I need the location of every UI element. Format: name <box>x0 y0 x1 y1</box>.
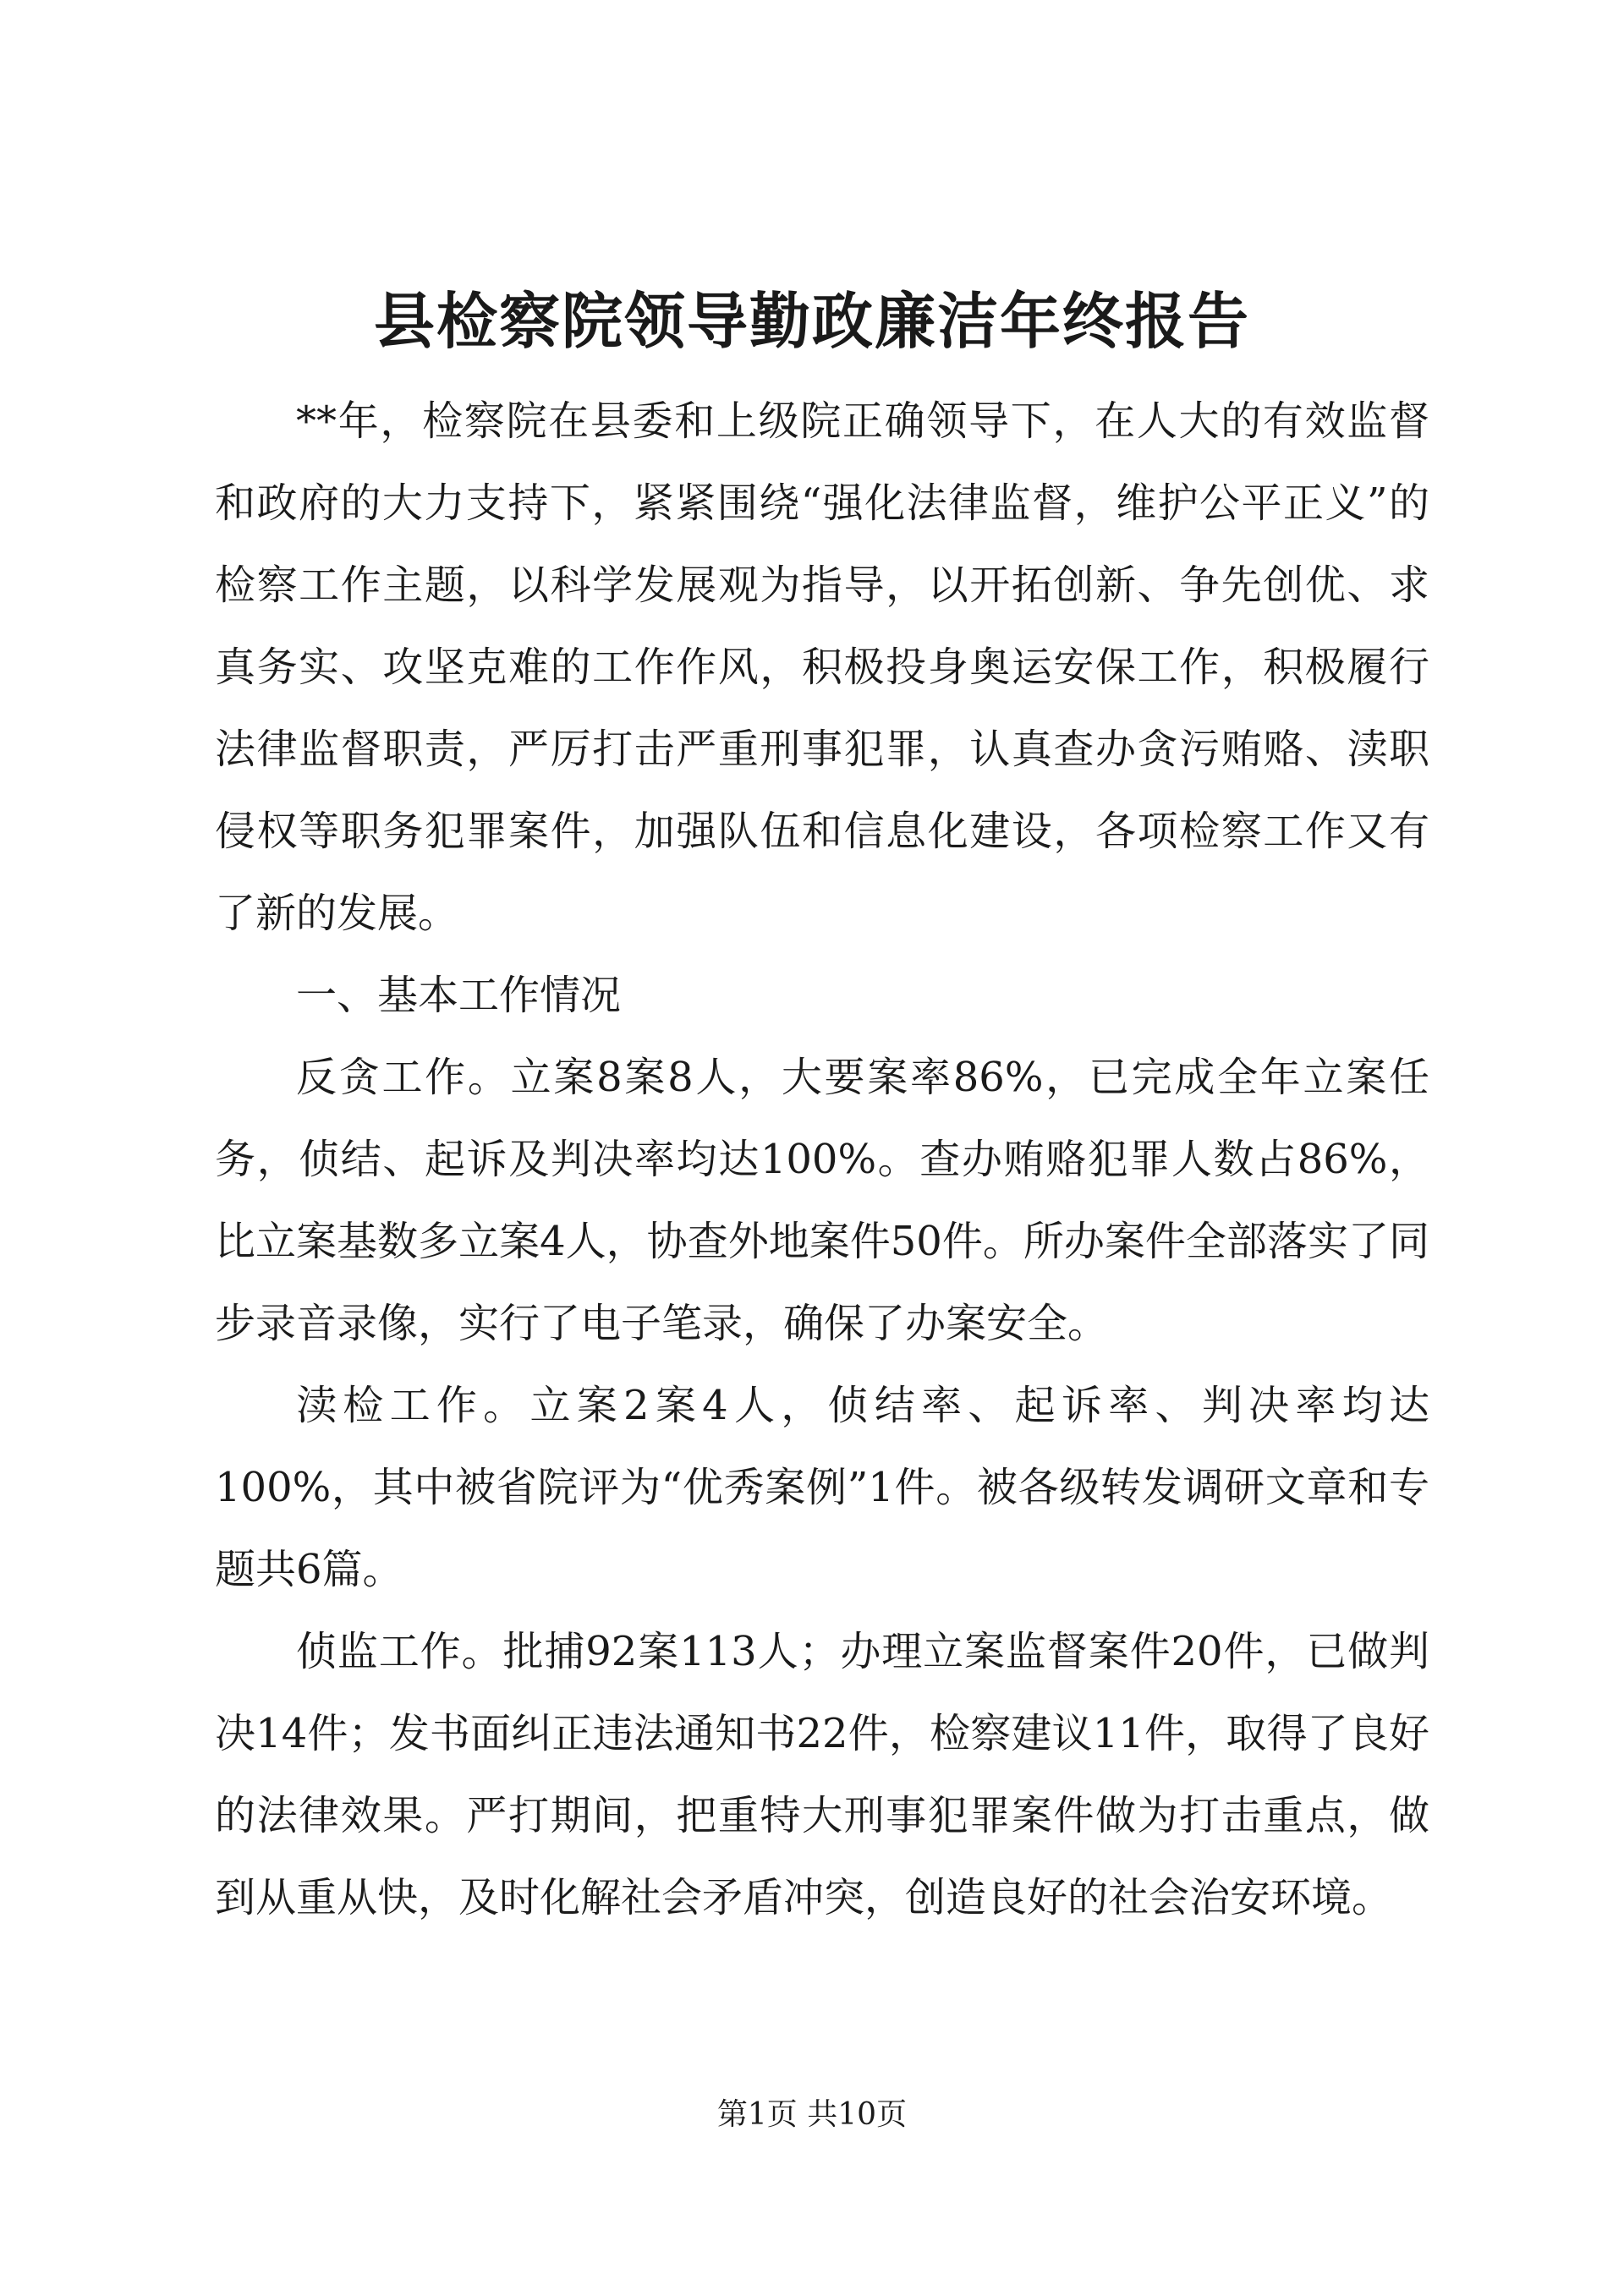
malfeasance-paragraph: 渎检工作。立案2案4人，侦结率、起诉率、判决率均达100%，其中被省院评为“优秀案例”1件。被各级转发调研文章和专题共6篇。 <box>215 1382 1429 1593</box>
page-number: 第1页 共10页 <box>716 2097 908 2132</box>
anti-corruption-paragraph: 反贪工作。立案8案8人，大要案率86%，已完成全年立案任务，侦结、起诉及判决率均达100%。查办贿赂犯罪人数占86%，比立案基数多立案4人，协查外地案件50件。所办案件全部落实了同步录音录像，实行了电子笔录，确保了办案安全。 <box>215 1054 1429 1347</box>
section-heading: 一、基本工作情况 <box>296 972 622 1019</box>
document-body <box>215 381 1429 1939</box>
investigation-supervision-paragraph: 侦监工作。批捕92案113人；办理立案监督案件20件，已做判决14件；发书面纠正违法通知书22件，检察建议11件，取得了良好的法律效果。严打期间，把重特大刑事犯罪案件做为打击重点，做到从重从快，及时化解社会矛盾冲突，创造良好的社会治安环境。 <box>215 1628 1429 1921</box>
document-title: 县检察院领导勤政廉洁年终报告 <box>373 285 1250 357</box>
intro-paragraph: **年，检察院在县委和上级院正确领导下，在人大的有效监督和政府的大力支持下，紧紧围绕“强化法律监督，维护公平正义”的检察工作主题，以科学发展观为指导，以开拓创新、争先创优、求真务实、攻坚克难的工作作风，积极投身奥运安保工作，积极履行法律监督职责，严厉打击严重刑事犯罪，认真查办贪污贿赂、渎职侵权等职务犯罪案件，加强队伍和信息化建设，各项检察工作又有了新的发展。 <box>215 397 1429 937</box>
